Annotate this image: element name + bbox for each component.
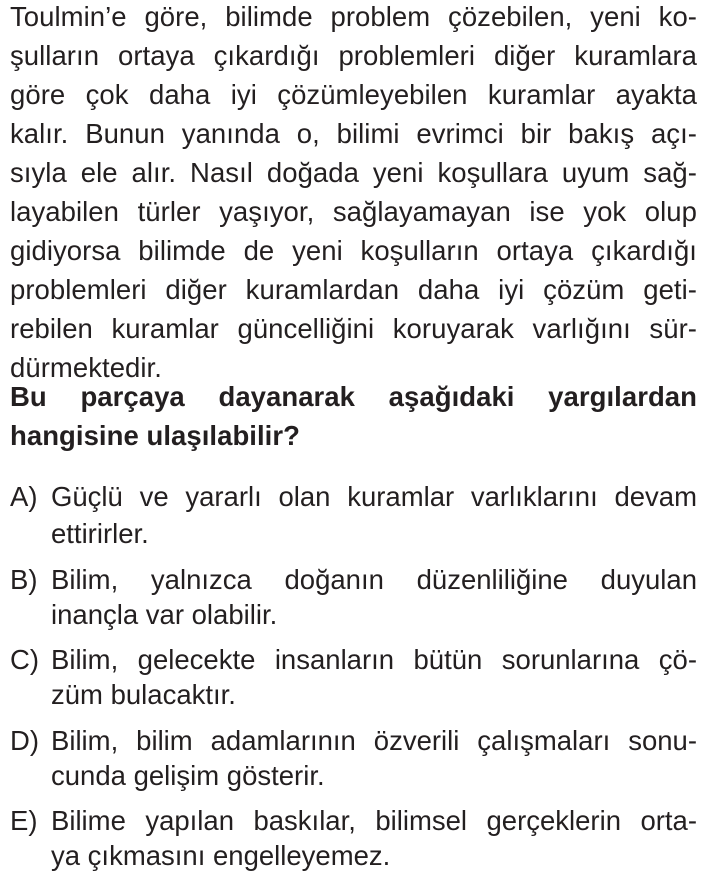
passage-line: problemleri diğer kuramlardan daha iyi çözüm geti- [10, 274, 697, 305]
passage-line: göre çok daha iyi çözümleyebilen kuramlar ayakta [10, 79, 697, 110]
option-text-line: ya çıkmasını engelleyemez. [51, 840, 391, 871]
option-letter: A) [10, 481, 38, 512]
option-text-line: inançla var olabilir. [51, 599, 278, 630]
question-line: Bu parçaya dayanarak aşağıdaki yargılardan [10, 381, 697, 412]
passage-line: gidiyorsa bilimde de yeni koşulların ortaya çıkardığı [10, 235, 697, 266]
passage-line: sıyla ele alır. Nasıl doğada yeni koşullara uyum sağ- [10, 157, 697, 188]
passage-line: dürmektedir. [10, 352, 162, 383]
option-text-line: Bilim, gelecekte insanların bütün sorunlarına çö- [51, 644, 697, 675]
option-text-line: Bilim, yalnızca doğanın düzenliliğine duyulan [51, 564, 697, 595]
option-text-line: Bilim, bilim adamlarının özverili çalışmaları sonu- [51, 725, 697, 756]
option-text-line: cunda gelişim gösterir. [51, 760, 325, 791]
option-letter: C) [10, 644, 40, 675]
passage-line: Toulmin’e göre, bilimde problem çözebilen, yeni ko- [10, 1, 697, 32]
passage-line: kalır. Bunun yanında o, bilimi evrimci bir bakış açı- [10, 118, 697, 149]
option-text-line: Bilime yapılan baskılar, bilimsel gerçeklerin orta- [51, 805, 697, 836]
passage-line: rebilen kuramlar güncelliğini koruyarak varlığını sür- [10, 313, 697, 344]
question-line: hangisine ulaşılabilir? [10, 420, 300, 451]
option-letter: E) [10, 805, 38, 836]
passage-line: layabilen türler yaşıyor, sağlayamayan ise yok olup [10, 196, 697, 227]
passage-line: şulların ortaya çıkardığı problemleri diğer kuramlara [10, 40, 697, 71]
option-text-line: Güçlü ve yararlı olan kuramlar varlıklarını devam [51, 481, 697, 512]
option-text-line: ettirirler. [51, 518, 149, 549]
option-letter: B) [10, 564, 38, 595]
option-letter: D) [10, 725, 40, 756]
option-text-line: züm bulacaktır. [51, 679, 236, 710]
